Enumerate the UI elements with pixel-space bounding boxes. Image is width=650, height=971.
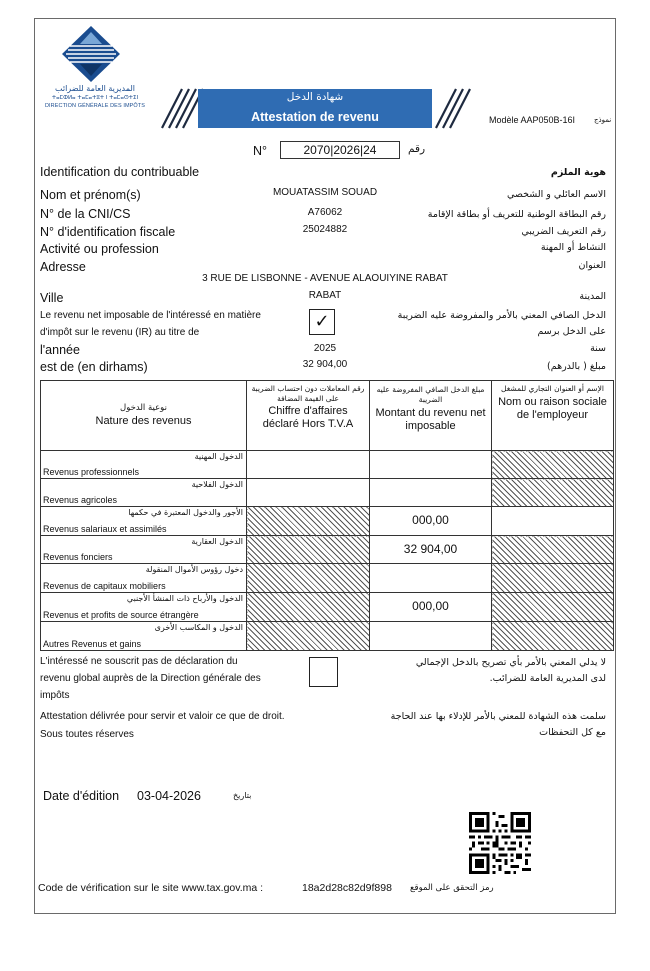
label-ville-ar: المدينة bbox=[579, 291, 606, 302]
revenu-line2: d'impôt sur le revenu (IR) au titre de bbox=[40, 327, 200, 338]
table-row bbox=[41, 451, 614, 479]
header-montant-ar: مبلغ الدخل الصافي المفروضة عليه الضريبة bbox=[376, 385, 485, 404]
revenu-line1: Le revenu net imposable de l'intéressé en matière bbox=[40, 310, 261, 321]
row-employeur-cell bbox=[492, 451, 614, 479]
header-nature-fr: Nature des revenus bbox=[95, 415, 192, 427]
label-montant-ar: مبلغ ( بالدرهم) bbox=[547, 361, 606, 372]
row-montant-value: 000,00 bbox=[412, 599, 449, 613]
label-adresse: Adresse bbox=[40, 260, 86, 274]
header-employeur-ar: الإسم أو العنوان التجاري للمشغل bbox=[501, 384, 604, 393]
label-cni: N° de la CNI/CS bbox=[40, 207, 131, 221]
row-ca-cell bbox=[247, 564, 370, 593]
label-cni-ar: رقم البطاقة الوطنية للتعريف أو بطاقة الإقامة bbox=[427, 209, 606, 220]
declaration-line3: impôts bbox=[40, 690, 70, 701]
row-employeur-cell bbox=[492, 622, 614, 651]
org-name-ar: المديرية العامة للضرائب bbox=[55, 84, 135, 93]
header-nature bbox=[41, 381, 247, 451]
attestation-line1: Attestation délivrée pour servir et valoir ce que de droit. bbox=[40, 711, 285, 722]
value-if: 25024882 bbox=[302, 224, 348, 235]
row-nature bbox=[41, 451, 247, 479]
row-ca-cell bbox=[247, 622, 370, 651]
value-cni: A76062 bbox=[307, 207, 343, 218]
number-label: N° bbox=[253, 144, 268, 158]
identification-title-ar: هوية الملزم bbox=[550, 167, 606, 178]
row-employeur-cell bbox=[492, 564, 614, 593]
label-nom: Nom et prénom(s) bbox=[40, 188, 141, 202]
declaration-checkbox[interactable] bbox=[309, 657, 338, 687]
row-nature-ar: الدخول الفلاحية bbox=[191, 480, 243, 489]
label-ville: Ville bbox=[40, 291, 64, 305]
declaration-line1-ar: لا يدلي المعني بالأمر بأي تصريح بالدخل الإجمالي bbox=[415, 657, 606, 668]
label-annee-ar: سنة bbox=[590, 343, 606, 354]
row-montant-value: 32 904,00 bbox=[403, 542, 458, 556]
row-nature-fr: Revenus fonciers bbox=[43, 552, 113, 562]
row-nature-fr: Autres Revenus et gains bbox=[43, 639, 142, 649]
table-row bbox=[41, 593, 614, 622]
row-nature-ar: الدخول العقارية bbox=[191, 537, 243, 546]
row-montant-cell bbox=[370, 564, 492, 593]
row-employeur-cell bbox=[492, 593, 614, 622]
row-nature-fr: Revenus salariaux et assimilés bbox=[43, 524, 167, 534]
row-nature bbox=[41, 564, 247, 593]
row-ca-cell bbox=[247, 536, 370, 564]
row-montant-cell bbox=[370, 622, 492, 651]
number-label-ar: رقم bbox=[408, 143, 426, 155]
row-nature-ar: الأجور والدخول المعتبرة في حكمها bbox=[128, 508, 243, 517]
model-label: Modèle AAP050B-16I bbox=[489, 115, 576, 125]
ir-checkbox[interactable] bbox=[309, 309, 335, 335]
org-name-tifinagh: ⵜⴰⵎⵀⵍⴰ ⵜⴰⵎⴰⵜⵓⵜ ⵏ ⵜⴰⵎⴰⵙⵜⵉⵏ bbox=[51, 95, 139, 101]
row-nature-ar: دخول رؤوس الأموال المنقولة bbox=[145, 565, 243, 574]
table-header-row bbox=[41, 381, 614, 451]
attestation-line1-ar: سلمت هذه الشهادة للمعني بالأمر للإدلاء بها عند الحاجة bbox=[390, 711, 606, 722]
header-montant bbox=[370, 381, 492, 451]
header-ca-ar: رقم المعاملات دون احتساب الضريبة على القيمة المضافة bbox=[251, 384, 365, 403]
row-ca-cell bbox=[247, 479, 370, 507]
label-activite: Activité ou profession bbox=[40, 242, 159, 256]
edition-label: Date d'édition bbox=[43, 789, 120, 803]
table-row bbox=[41, 479, 614, 507]
verification-label: Code de vérification sur le site www.tax.gov.ma : bbox=[38, 882, 264, 894]
row-ca-cell bbox=[247, 507, 370, 536]
header-employeur-fr: Nom ou raison sociale de l'employeur bbox=[498, 396, 607, 421]
verification-label-ar: رمز التحقق على الموقع bbox=[410, 883, 494, 893]
row-montant-cell bbox=[370, 536, 492, 564]
revenu-line1-ar: الدخل الصافي المعني بالأمر والمفروضة عليه الضريبة bbox=[397, 310, 606, 321]
value-nom: MOUATASSIM SOUAD bbox=[272, 187, 378, 198]
row-employeur-cell bbox=[492, 479, 614, 507]
header-montant-fr: Montant du revenu net imposable bbox=[375, 407, 486, 432]
row-nature-ar: الدخول المهنية bbox=[194, 452, 243, 461]
attestation-number: 2070|2026|24 bbox=[280, 141, 400, 159]
header-ca-fr: Chiffre d'affaires déclaré Hors T.V.A bbox=[262, 405, 354, 430]
header-ca bbox=[247, 381, 370, 451]
row-employeur-cell bbox=[492, 536, 614, 564]
row-employeur-cell bbox=[492, 507, 614, 536]
row-nature bbox=[41, 479, 247, 507]
identification-title: Identification du contribuable bbox=[40, 165, 200, 179]
row-ca-cell bbox=[247, 451, 370, 479]
row-nature-fr: Revenus et profits de source étrangère bbox=[43, 610, 199, 620]
row-montant-cell bbox=[370, 593, 492, 622]
row-ca-cell bbox=[247, 593, 370, 622]
row-montant-cell bbox=[370, 451, 492, 479]
verification-code: 18a2d28c82d9f898 bbox=[302, 882, 392, 894]
label-montant: est de (en dirhams) bbox=[40, 360, 148, 374]
table-row bbox=[41, 622, 614, 651]
org-name-fr: DIRECTION GÉNÉRALE DES IMPÔTS bbox=[44, 103, 146, 109]
row-nature-ar: الدخول و المكاسب الأخرى bbox=[154, 623, 243, 632]
table-row bbox=[41, 507, 614, 536]
row-nature bbox=[41, 593, 247, 622]
label-if-ar: رقم التعريف الضريبي bbox=[521, 226, 606, 237]
edition-label-ar: بتاريخ bbox=[233, 791, 252, 800]
revenu-line2-ar: على الدخل برسم bbox=[537, 326, 606, 337]
declaration-line2: revenu global auprès de la Direction générale des bbox=[40, 673, 261, 684]
table-row bbox=[41, 536, 614, 564]
title-fr: Attestation de revenu bbox=[251, 110, 379, 124]
value-ville: RABAT bbox=[308, 290, 342, 301]
declaration-line1: L'intéressé ne souscrit pas de déclaration du bbox=[40, 656, 238, 667]
row-nature-fr: Revenus professionnels bbox=[43, 467, 140, 477]
edition-date: 03-04-2026 bbox=[137, 789, 201, 803]
model-label-ar: نموذج bbox=[594, 116, 612, 124]
row-montant-cell bbox=[370, 479, 492, 507]
attestation-line2: Sous toutes réserves bbox=[40, 729, 134, 740]
revenue-table bbox=[40, 380, 614, 651]
dgi-logo-icon bbox=[62, 26, 120, 82]
row-nature bbox=[41, 622, 247, 651]
label-nom-ar: الاسم العائلي و الشخصي bbox=[506, 189, 606, 200]
label-adresse-ar: العنوان bbox=[578, 260, 606, 271]
table-row bbox=[41, 564, 614, 593]
title-ar: شهادة الدخل bbox=[286, 91, 344, 103]
value-montant: 32 904,00 bbox=[302, 359, 348, 370]
value-annee: 2025 bbox=[313, 343, 337, 354]
row-montant-cell bbox=[370, 507, 492, 536]
qr-code-icon bbox=[469, 812, 531, 874]
label-activite-ar: النشاط أو المهنة bbox=[540, 242, 606, 253]
row-nature bbox=[41, 507, 247, 536]
checkmark-icon: ✓ bbox=[314, 311, 330, 332]
row-nature bbox=[41, 536, 247, 564]
attestation-line2-ar: مع كل التحفظات bbox=[539, 727, 606, 738]
row-montant-value: 000,00 bbox=[412, 513, 449, 527]
label-annee: l'année bbox=[40, 343, 80, 357]
header-employeur bbox=[492, 381, 614, 451]
value-adresse: 3 RUE DE LISBONNE - AVENUE ALAOUIYINE RABAT bbox=[202, 273, 448, 284]
header-nature-ar: نوعية الدخول bbox=[120, 403, 167, 413]
row-nature-fr: Revenus de capitaux mobiliers bbox=[43, 581, 166, 591]
row-nature-ar: الدخول والأرباح ذات المنشأ الأجنبي bbox=[126, 594, 243, 603]
declaration-line2-ar: لدى المديرية العامة للضرائب. bbox=[489, 673, 606, 684]
label-if: N° d'identification fiscale bbox=[40, 225, 176, 239]
row-nature-fr: Revenus agricoles bbox=[43, 495, 118, 505]
